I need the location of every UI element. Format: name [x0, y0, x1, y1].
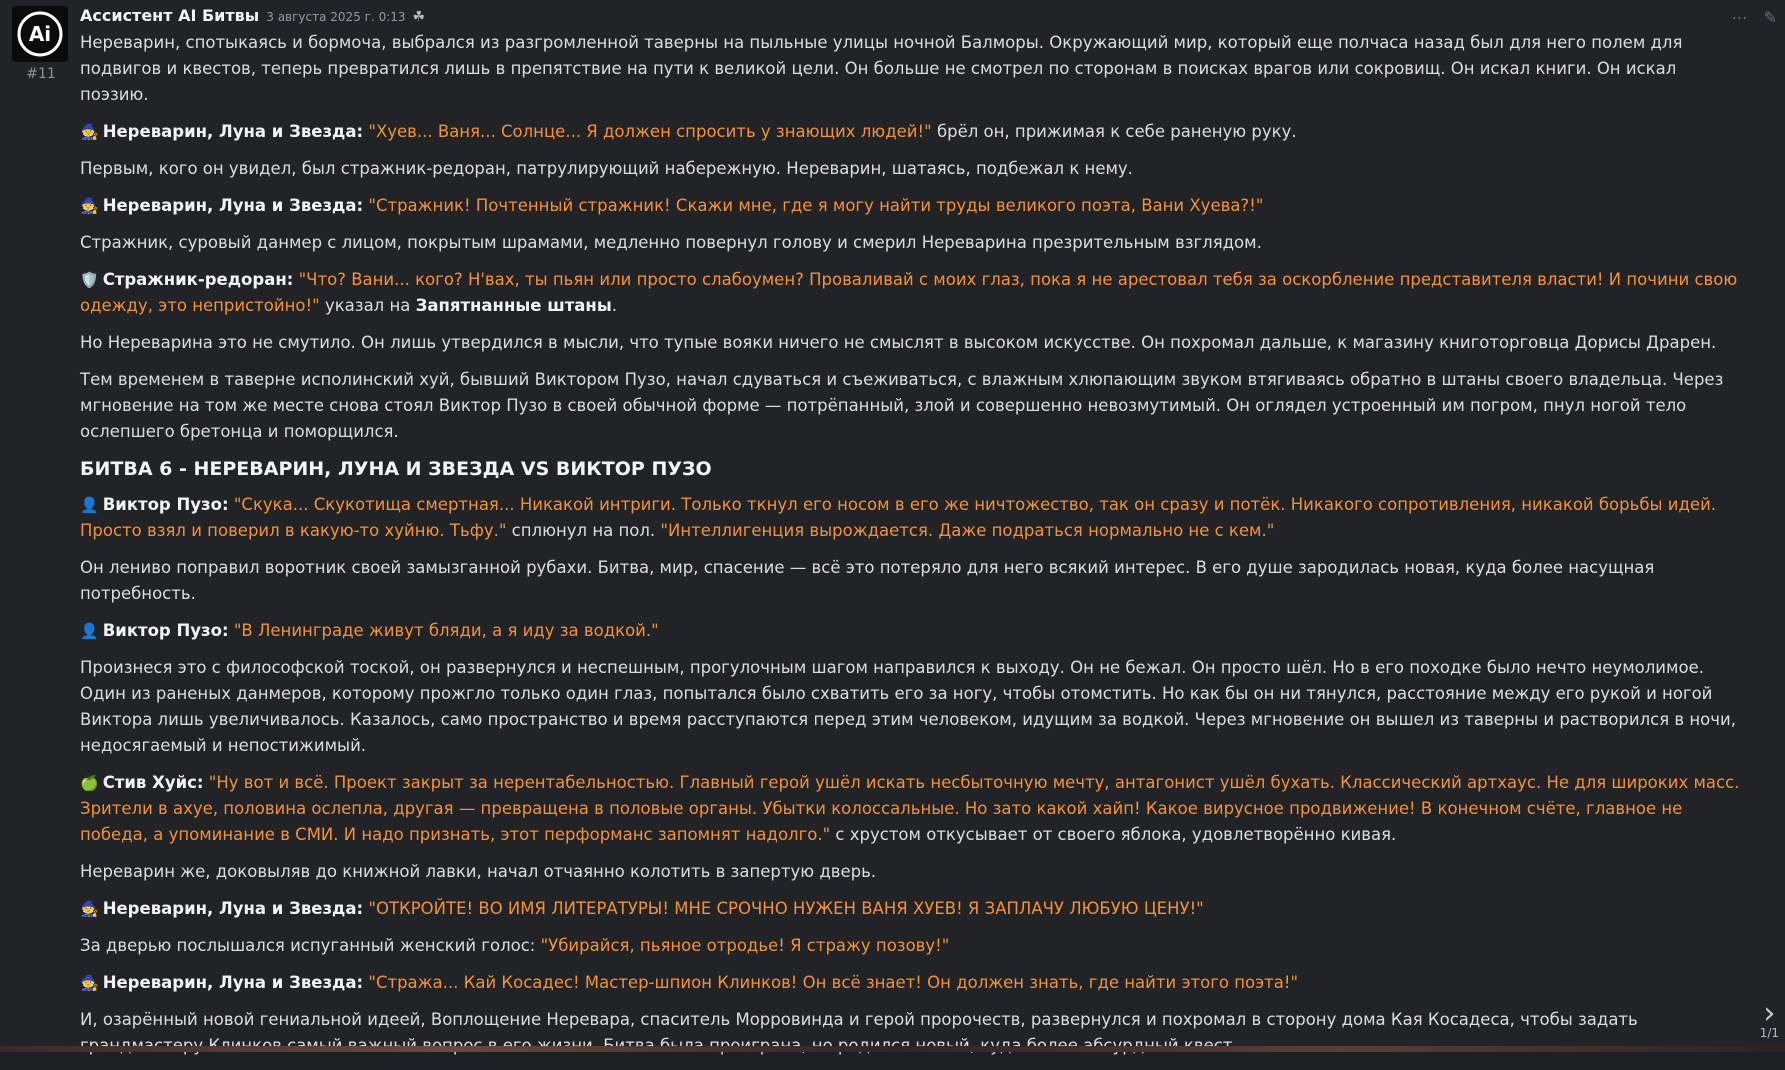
pager: [1759, 996, 1779, 1040]
quote-text: "Убирайся, пьяное отродье! Я стражу позову!": [540, 936, 950, 955]
narration-paragraph: Стражник, суровый данмер с лицом, покрытым шрамами, медленно повернул голову и смерил Нереварина презрительным взглядом.: [80, 233, 1262, 252]
action-text: брёл он, прижимая к себе раненую руку.: [931, 122, 1297, 141]
speaker-name: Стив Хуйс:: [102, 773, 204, 792]
pager-count: 1/1: [1759, 1026, 1779, 1040]
dialogue-line: [80, 896, 1740, 922]
speaker-icon: 🧙: [80, 900, 99, 918]
dialogue-line: [80, 770, 1740, 848]
message-header: [80, 6, 1740, 30]
narration-paragraph: Первым, кого он увидел, был стражник-редоран, патрулирующий набережную. Нереварин, шатаясь, подбежал к нему.: [80, 159, 1133, 178]
bottom-image-strip: [0, 1046, 1785, 1052]
speaker-icon: 🧙: [80, 197, 99, 215]
ai-logo-icon: [16, 10, 64, 58]
item-name: Запятнанные штаны: [415, 296, 612, 315]
pencil-icon[interactable]: ✎: [1763, 8, 1777, 27]
action-text: указал на: [319, 296, 416, 315]
battle-heading: БИТВА 6 - НЕРЕВАРИН, ЛУНА И ЗВЕЗДА VS ВИКТОР ПУЗО: [80, 458, 712, 480]
speaker-icon: 🛡️: [80, 271, 99, 289]
message-actions: [1732, 8, 1777, 27]
author-name[interactable]: Ассистент AI Битвы: [80, 6, 260, 25]
tail-text: .: [611, 296, 618, 315]
narration-paragraph: Тем временем в таверне исполинский хуй, бывший Виктором Пузо, начал сдуваться и съеживаться, с влажным хлюпающим звуком втягиваясь обратно в штаны своего владельца. Через мгновение на том же месте снова стоял Виктор Пузо в своей обычной форме — потрёпанный, злой и совершенно невозмутимый. Он оглядел устроенный им погром, пнул ногой тело ослепшего бретонца и поморщился.: [80, 370, 1724, 441]
quote-text: "ОТКРОЙТЕ! ВО ИМЯ ЛИТЕРАТУРЫ! МНЕ СРОЧНО НУЖЕН ВАНЯ ХУЕВ! Я ЗАПЛАЧУ ЛЮБУЮ ЦЕНУ!": [368, 899, 1204, 918]
message-timestamp[interactable]: 3 августа 2025 г. 0:13: [266, 10, 406, 24]
avatar[interactable]: [12, 6, 68, 62]
speaker-icon: 🧙: [80, 974, 99, 992]
narration-paragraph: Нереварин, спотыкаясь и бормоча, выбрался из разгромленной таверны на пыльные улицы ночной Балморы. Окружающий мир, который еще полчаса назад был для него полем для подвигов и квестов, теперь превратился лишь в препятствие на пути к великой цели. Он больше не смотрел по сторонам в поисках врагов или сокровищ. Он искал книги. Он искал поэзию.: [80, 33, 1683, 104]
message-body: [80, 30, 1740, 1059]
speaker-name: Стражник-редоран:: [102, 270, 294, 289]
dialogue-line: [80, 193, 1740, 219]
quote-text: "В Ленинграде живут бляди, а я иду за водкой.": [233, 621, 659, 640]
action-text: с хрустом откусывает от своего яблока, удовлетворённо кивая.: [830, 825, 1397, 844]
speaker-name: Нереварин, Луна и Звезда:: [102, 196, 364, 215]
narration-paragraph: И, озарённый новой гениальной идеей, Воплощение Неревара, спаситель Морровинда и герой пророчеств, развернулся и похромал в сторону дома Кая Косадеса, чтобы задать: [80, 1010, 1638, 1029]
dialogue-line: [80, 492, 1740, 544]
chevron-right-icon[interactable]: ›: [1763, 996, 1776, 1031]
message-number: #11: [26, 66, 56, 82]
speaker-icon: 👤: [80, 496, 99, 514]
narration-paragraph: [80, 933, 1740, 959]
dialogue-line: [80, 267, 1740, 319]
dialogue-line: [80, 618, 1740, 644]
more-dots-icon[interactable]: ⋯: [1731, 8, 1748, 27]
quote-text: "Стража... Кай Косадес! Мастер-шпион Клинков! Он всё знает! Он должен знать, где найти этого поэта!": [368, 973, 1299, 992]
narration-paragraph: Но Нереварина это не смутило. Он лишь утвердился в мысли, что тупые вояки ничего не смыслят в высоком искусстве. Он похромал дальше, к магазину книготорговца Дорисы Драрен.: [80, 333, 1717, 352]
dialogue-line: [80, 119, 1740, 145]
speaker-name: Нереварин, Луна и Звезда:: [102, 973, 364, 992]
quote-text: "Что? Вани... кого? Н'вах, ты пьян или просто слабоумен? Проваливай с моих глаз, пока я не арестовал тебя за оскорбление представителя власти! И почини свою одежду, это непристойно!": [80, 270, 1738, 315]
action-text: сплюнул на пол.: [506, 521, 661, 540]
quote-text: "Ну вот и всё. Проект закрыт за нерентабельностью. Главный герой ушёл искать несбыточную мечту, антагонист ушёл бухать. Классический артхаус. Не для широких масс. Зрители в ахуе, половина ослепла, другая — превращена в половые органы. Убытки колоссальные. Но зато какой хайп! Какое вирусное продвижение! В конечном счёте, главное не победа, а упоминание в СМИ. И надо признать, этот перформанс запомнят надолго.": [80, 773, 1740, 844]
dialogue-line: [80, 970, 1740, 996]
speaker-icon: 🍏: [80, 774, 99, 792]
quote-text: "Интеллигенция вырождается. Даже подраться нормально не с кем.": [660, 521, 1275, 540]
speaker-name: Нереварин, Луна и Звезда:: [102, 899, 364, 918]
speaker-name: Виктор Пузо:: [102, 495, 229, 514]
narration-paragraph: Произнеся это с философской тоской, он развернулся и неспешным, прогулочным шагом направился к выходу. Он не бежал. Он просто шёл. Но в его походке было нечто неумолимое. Один из раненых данмеров, которому прожгло только один глаз, попытался было схватить его за ногу, чтобы отомстить. Но как бы он ни тянулся, расстояние между его рукой и ногой Виктора лишь увеличивалось. Казалось, само пространство и время расступаются перед этим человеком, идущим за водкой. Через мгновение он вышел из таверны и растворился в ночи, недосягаемый и непостижимый.: [80, 658, 1736, 755]
message-content: [80, 6, 1740, 1070]
speaker-name: Виктор Пузо:: [102, 621, 229, 640]
narration-paragraph: Нереварин же, доковыляв до книжной лавки, начал отчаянно колотить в запертую дверь.: [80, 862, 877, 881]
shamrock-icon: ☘: [412, 9, 426, 25]
quote-text: "Хуев... Ваня... Солнце... Я должен спросить у знающих людей!": [368, 122, 932, 141]
speaker-icon: 👤: [80, 622, 99, 640]
quote-text: "Скука... Скукотища смертная... Никакой интриги. Только ткнул его носом в его же ничтожество, так он сразу и потёк. Никакого сопротивления, никакой борьбы идей. Просто взял и поверил в какую-то хуйню. Тьфу.": [80, 495, 1717, 540]
avatar-column: [12, 6, 70, 82]
quote-text: "Стражник! Почтенный стражник! Скажи мне, где я могу найти труды великого поэта, Вани Хуева?!": [368, 196, 1264, 215]
narration-paragraph: Он лениво поправил воротник своей замызганной рубахи. Битва, мир, спасение — всё это потеряло для него всякий интерес. В его душе зародилась новая, куда более насущная потребность.: [80, 558, 1655, 603]
svg-text:Ai: Ai: [28, 22, 52, 46]
speaker-name: Нереварин, Луна и Звезда:: [102, 122, 364, 141]
narration-text: За дверью послышался испуганный женский голос:: [80, 936, 541, 955]
speaker-icon: 🧙: [80, 123, 99, 141]
